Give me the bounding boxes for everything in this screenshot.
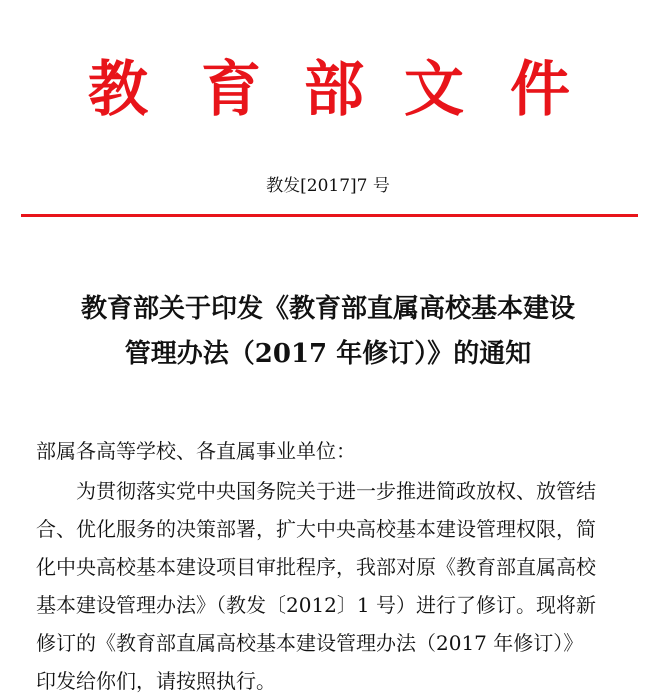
body-line-6: 印发给你们，请按照执行。 (36, 669, 276, 693)
body-line-3: 化中央高校基本建设项目审批程序，我部对原《教育部直属高校 (36, 555, 596, 579)
header-char-5: 件 (510, 55, 570, 125)
body-line-2: 合、优化服务的决策部署，扩大中央高校基本建设管理权限，简 (36, 517, 596, 541)
header-char-3: 部 (304, 55, 364, 125)
body-line-1: 为贯彻落实党中央国务院关于进一步推进简政放权、放管结 (76, 479, 596, 503)
body-line-4: 基本建设管理办法》（教发〔2012〕1 号）进行了修订。现将新 (36, 593, 596, 617)
notice-title-line-2: 管理办法（2017 年修订）》的通知 (124, 339, 532, 369)
salutation: 部属各高等学校、各直属事业单位： (36, 439, 356, 463)
header-char-2: 育 (201, 55, 261, 125)
red-divider-line (21, 214, 638, 217)
notice-title-line-1: 教育部关于印发《教育部直属高校基本建设 (80, 294, 575, 324)
body-line-5: 修订的《教育部直属高校基本建设管理办法（2017 年修订）》 (36, 631, 584, 655)
document-header-title (0, 52, 656, 128)
document-number: 教发[2017]7 号 (266, 176, 390, 196)
header-char-1: 教 (88, 55, 148, 125)
header-char-4: 文 (404, 55, 464, 125)
